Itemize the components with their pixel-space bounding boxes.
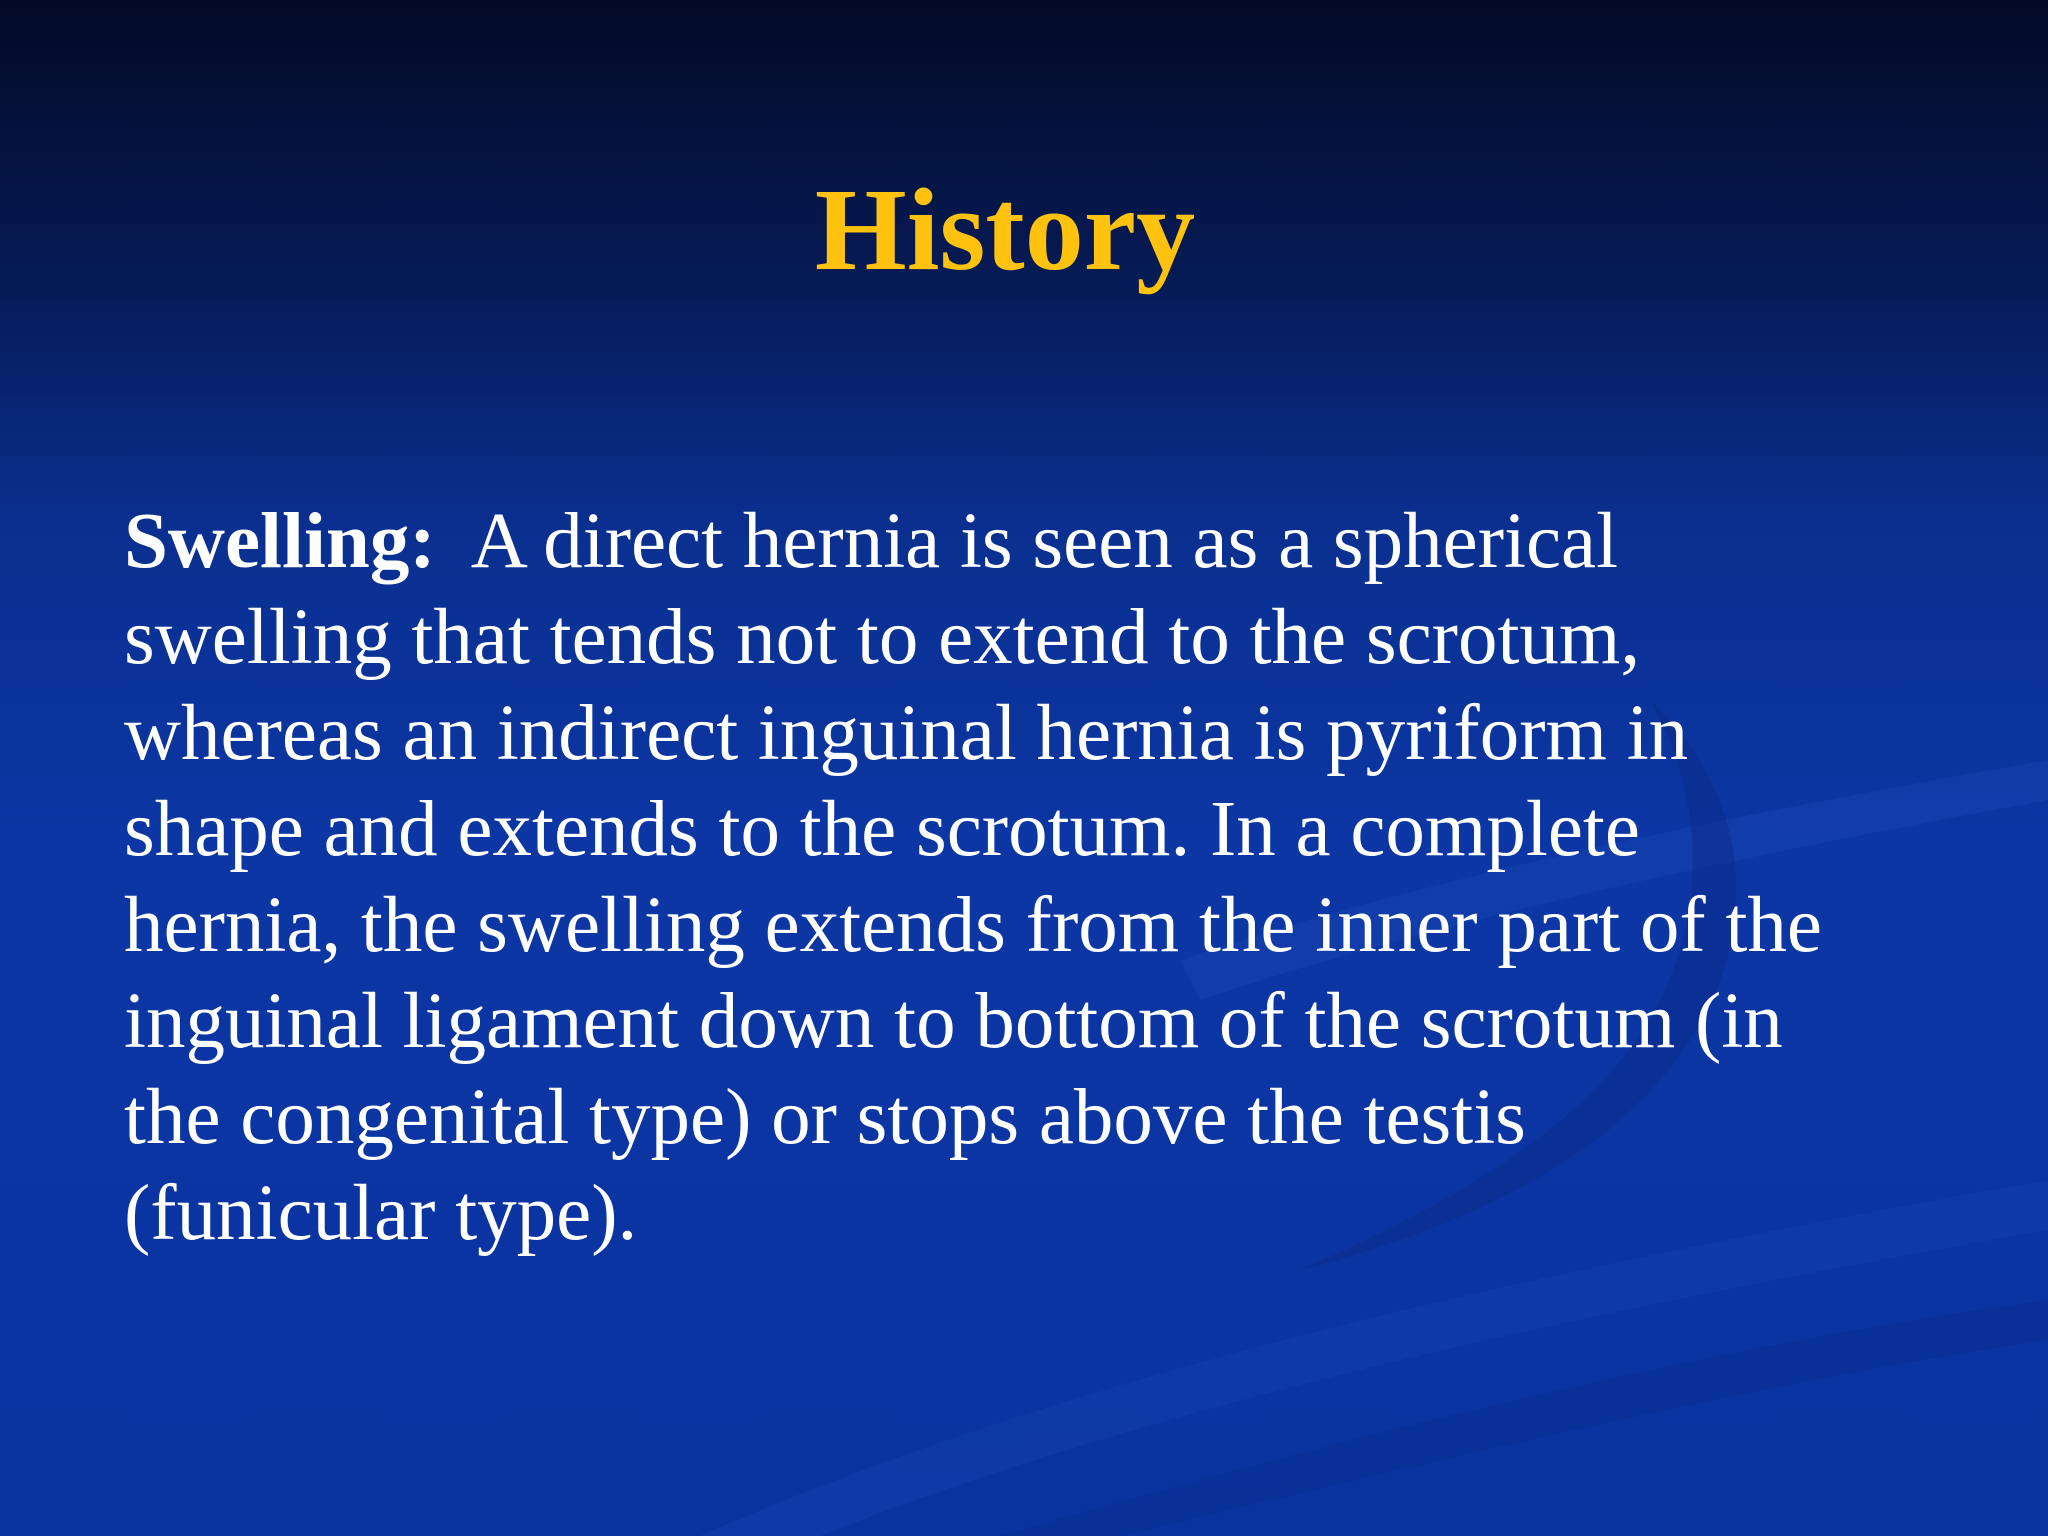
body-line-1-text: A direct hernia is seen as a spherical	[435, 498, 1619, 585]
body-line-5: hernia, the swelling extends from the inner part of the	[124, 882, 1822, 969]
body-line-4: shape and extends to the scrotum. In a complete	[124, 786, 1640, 873]
body-line-2: swelling that tends not to extend to the scrotum,	[124, 594, 1641, 681]
slide-body-text	[124, 494, 1924, 1262]
body-line-6: inguinal ligament down to bottom of the scrotum (in	[124, 978, 1783, 1065]
body-line-8: (funicular type).	[124, 1170, 638, 1257]
body-line-7: the congenital type) or stops above the testis	[124, 1074, 1526, 1161]
body-line-1	[124, 494, 1924, 590]
swelling-label: Swelling:	[124, 498, 436, 585]
body-line-3: whereas an indirect inguinal hernia is pyriform in	[124, 690, 1689, 777]
slide-title: History	[814, 164, 1196, 295]
